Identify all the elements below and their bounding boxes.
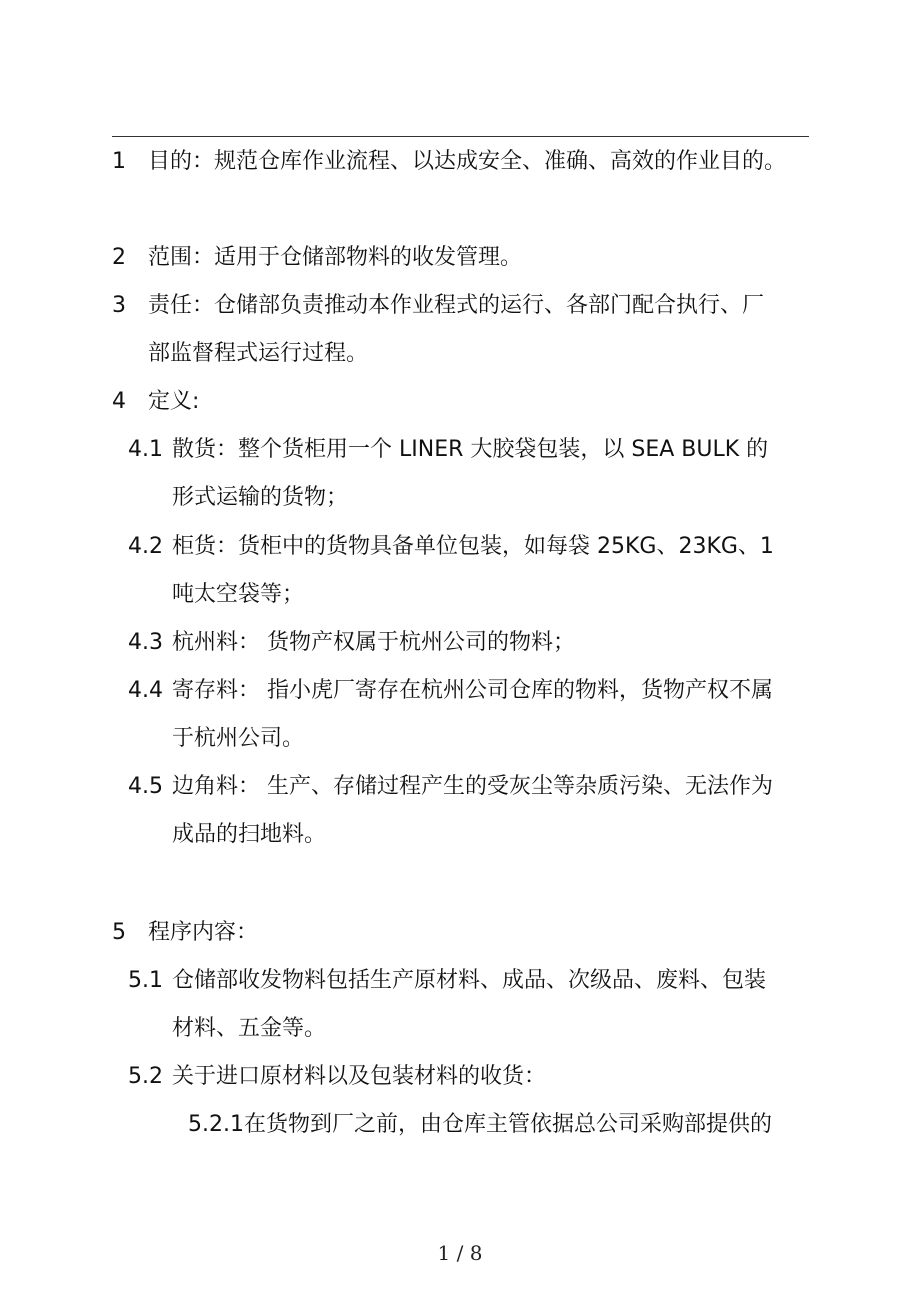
- section-number: 1: [112, 149, 126, 174]
- section-number: 4.2: [128, 534, 163, 559]
- section-number: 5.2.1: [188, 1112, 244, 1137]
- section-4-2-continuation: 吨太空袋等；: [172, 582, 305, 607]
- section-text: 定义:: [148, 389, 200, 414]
- section-text: 寄存料： 指小虎厂寄存在杭州公司仓库的物料，货物产权不属: [172, 678, 773, 703]
- section-4-5-continuation: 成品的扫地料。: [172, 822, 327, 847]
- section-text: 范围：适用于仓储部物料的收发管理。: [148, 245, 523, 270]
- section-text: 散货：整个货柜用一个 LINER 大胶袋包装，以 SEA BULK 的: [172, 437, 769, 462]
- section-text: 柜货：货柜中的货物具备单位包装，如每袋 25KG、23KG、1: [172, 534, 774, 559]
- section-number: 4.5: [128, 774, 163, 799]
- section-text: 仓储部收发物料包括生产原材料、成品、次级品、废料、包装: [172, 968, 767, 993]
- section-number: 5: [112, 920, 126, 945]
- section-5-1-continuation: 材料、五金等。: [172, 1016, 327, 1041]
- section-4-4: [128, 676, 773, 706]
- section-4-1: [128, 435, 768, 465]
- section-3: [112, 291, 764, 321]
- section-4-2: [128, 532, 774, 562]
- section-text: 边角料： 生产、存储过程产生的受灰尘等杂质污染、无法作为: [172, 774, 773, 799]
- section-4-3: [128, 628, 575, 658]
- section-5-2-1: [188, 1110, 772, 1140]
- section-number: 4: [112, 389, 126, 414]
- section-1: [112, 147, 786, 177]
- section-3-continuation: 部监督程式运行过程。: [148, 341, 369, 366]
- section-text: 责任：仓储部负责推动本作业程式的运行、各部门配合执行、厂: [148, 293, 765, 318]
- section-2: [112, 243, 522, 273]
- section-number: 4.3: [128, 630, 163, 655]
- header-rule: [112, 136, 809, 137]
- section-text: 程序内容：: [148, 920, 259, 945]
- section-4-5: [128, 772, 773, 802]
- section-number: 4.1: [128, 437, 163, 462]
- section-text: 在货物到厂之前，由仓库主管依据总公司采购部提供的: [243, 1112, 772, 1137]
- section-number: 2: [112, 245, 126, 270]
- section-number: 4.4: [128, 678, 163, 703]
- section-text: 目的：规范仓库作业流程、以达成安全、准确、高效的作业目的。: [148, 149, 787, 174]
- page-number: 1 / 8: [437, 1241, 483, 1265]
- section-5-2: [128, 1062, 546, 1092]
- section-4-1-continuation: 形式运输的货物；: [172, 485, 349, 510]
- section-4-4-continuation: 于杭州公司。: [172, 726, 305, 751]
- section-number: 5.2: [128, 1064, 163, 1089]
- section-5-1: [128, 966, 766, 996]
- section-number: 3: [112, 293, 126, 318]
- section-4: [112, 387, 199, 417]
- section-5: [112, 918, 258, 948]
- section-text: 杭州料： 货物产权属于杭州公司的物料；: [172, 630, 575, 655]
- section-text: 关于进口原材料以及包装材料的收货：: [172, 1064, 547, 1089]
- section-number: 5.1: [128, 968, 163, 993]
